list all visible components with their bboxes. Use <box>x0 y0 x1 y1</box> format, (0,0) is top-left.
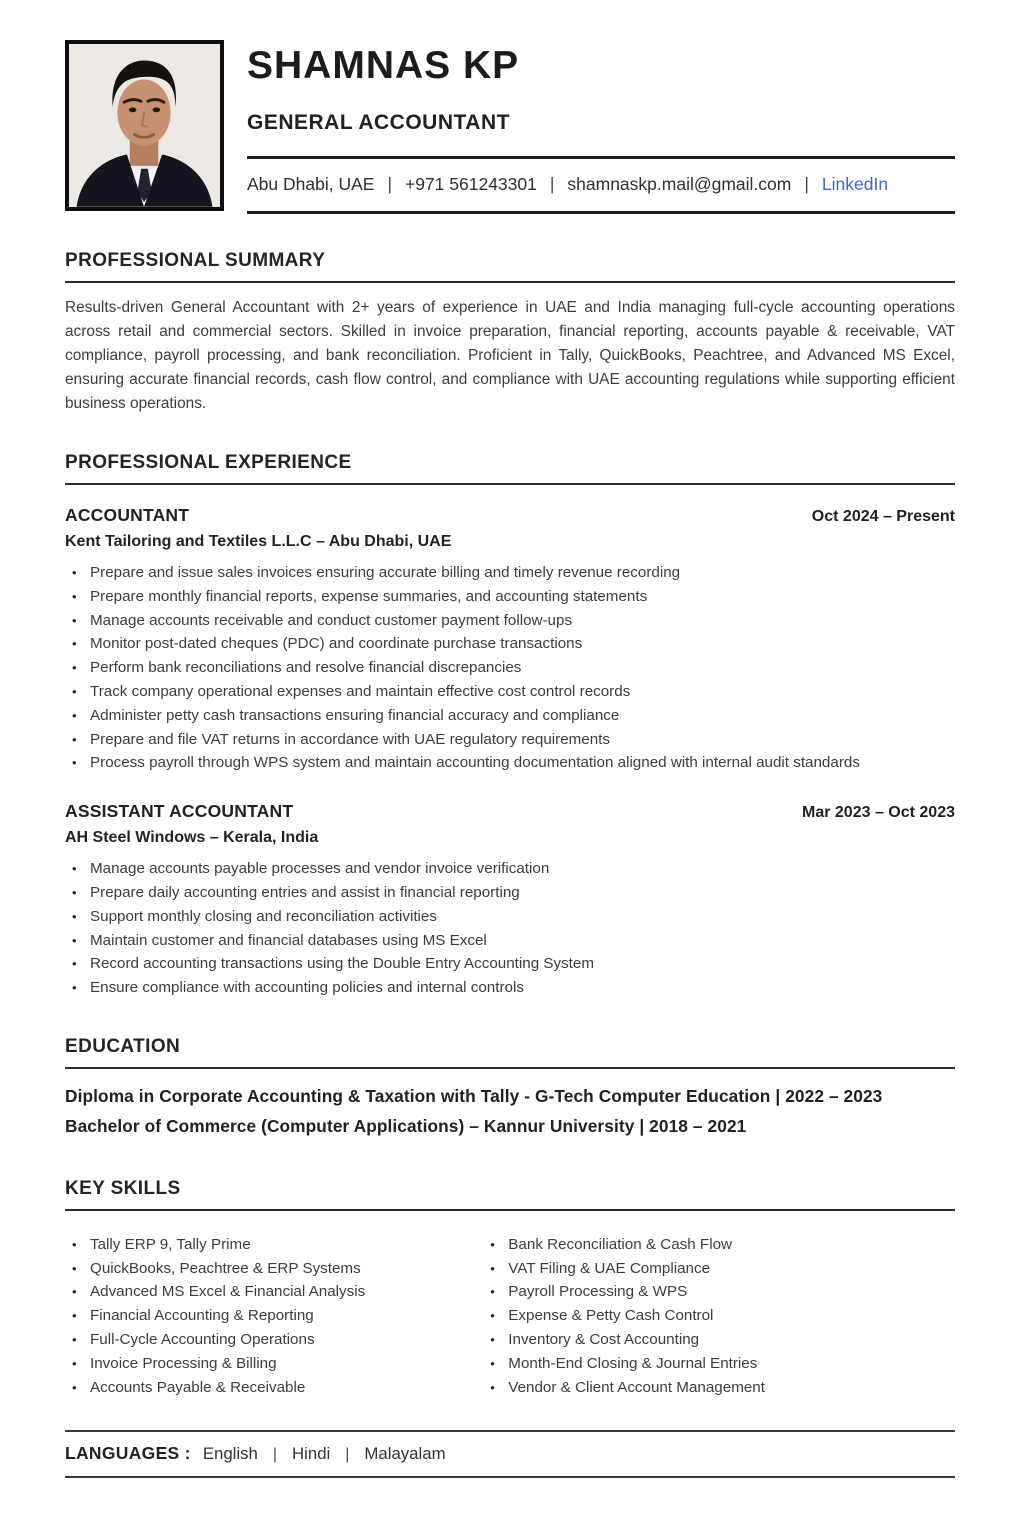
job-bullet-item: • Maintain customer and financial databases using MS Excel <box>65 929 955 953</box>
education-item: Bachelor of Commerce (Computer Applications) – Kannur University | 2018 – 2021 <box>65 1116 747 1137</box>
candidate-name: SHAMNAS KP <box>247 44 520 87</box>
candidate-title: GENERAL ACCOUNTANT <box>247 110 510 134</box>
skill-item: • Accounts Payable & Receivable <box>65 1376 483 1400</box>
skill-item: • Advanced MS Excel & Financial Analysis <box>65 1280 483 1304</box>
header <box>65 40 955 214</box>
job-bullet-item: • Prepare and issue sales invoices ensuring accurate billing and timely revenue recording <box>65 561 955 585</box>
education-list <box>65 1081 955 1142</box>
section-key-skills <box>65 1178 955 1400</box>
header-divider-bottom <box>247 211 955 214</box>
job-head <box>65 505 955 526</box>
section-professional-summary <box>65 250 955 416</box>
section-professional-experience <box>65 452 955 1000</box>
job-bullet-item: • Prepare daily accounting entries and assist in financial reporting <box>65 881 955 905</box>
languages-label: LANGUAGES : <box>65 1443 191 1464</box>
language-item: | Malayalam <box>330 1444 445 1464</box>
header-text-block <box>247 40 955 214</box>
job-bullet-item: • Support monthly closing and reconciliation activities <box>65 905 955 929</box>
skill-item: • Expense & Petty Cash Control <box>483 1304 955 1328</box>
linkedin-link[interactable]: LinkedIn <box>821 173 889 194</box>
skill-item: • Bank Reconciliation & Cash Flow <box>483 1233 955 1257</box>
skill-item: • Invoice Processing & Billing <box>65 1352 483 1376</box>
language-item: English <box>202 1444 258 1464</box>
skills-column-left <box>65 1233 483 1400</box>
job-bullet-item: • Manage accounts receivable and conduct customer payment follow-ups <box>65 609 955 633</box>
skill-item: • Vendor & Client Account Management <box>483 1376 955 1400</box>
skills-column-right <box>483 1233 955 1400</box>
skill-item: • Inventory & Cost Accounting <box>483 1328 955 1352</box>
skill-item: • QuickBooks, Peachtree & ERP Systems <box>65 1257 483 1281</box>
job-dates: Mar 2023 – Oct 2023 <box>802 804 955 822</box>
job-bullet-item: • Prepare and file VAT returns in accordance with UAE regulatory requirements <box>65 728 955 752</box>
skill-item: • Full-Cycle Accounting Operations <box>65 1328 483 1352</box>
job-head <box>65 801 955 822</box>
job-entry-accountant <box>65 505 955 775</box>
education-item: Diploma in Corporate Accounting & Taxation with Tally - G-Tech Computer Education | 2022 – 2023 <box>65 1085 883 1106</box>
job-company: AH Steel Windows – Kerala, India <box>65 829 319 847</box>
job-bullet-item: • Track company operational expenses and maintain effective cost control records <box>65 680 955 704</box>
job-entry-assistant-accountant <box>65 801 955 1000</box>
skill-item: • VAT Filing & UAE Compliance <box>483 1257 955 1281</box>
job-bullet-item: • Manage accounts payable processes and vendor invoice verification <box>65 857 955 881</box>
skill-item: • Payroll Processing & WPS <box>483 1280 955 1304</box>
contact-separator: | <box>387 173 392 194</box>
summary-heading: PROFESSIONAL SUMMARY <box>65 250 955 283</box>
language-item: | Hindi <box>258 1444 330 1464</box>
job-bullet-item: • Perform bank reconciliations and resolve financial discrepancies <box>65 656 955 680</box>
contact-line <box>247 174 955 195</box>
job-bullet-list <box>65 561 955 775</box>
experience-heading: PROFESSIONAL EXPERIENCE <box>65 452 955 485</box>
section-languages <box>65 1430 955 1478</box>
skill-item: • Financial Accounting & Reporting <box>65 1304 483 1328</box>
job-company: Kent Tailoring and Textiles L.L.C – Abu Dhabi, UAE <box>65 532 452 550</box>
job-bullet-list <box>65 857 955 1000</box>
job-title: ACCOUNTANT <box>65 504 190 525</box>
job-title: ASSISTANT ACCOUNTANT <box>65 801 294 822</box>
contact-phone: +971 561243301 <box>404 173 537 194</box>
job-bullet-item: • Record accounting transactions using the Double Entry Accounting System <box>65 952 955 976</box>
profile-photo-illustration <box>69 44 220 207</box>
job-bullet-item: • Administer petty cash transactions ensuring financial accuracy and compliance <box>65 704 955 728</box>
skill-item: • Tally ERP 9, Tally Prime <box>65 1233 483 1257</box>
education-heading: EDUCATION <box>65 1036 955 1069</box>
languages-list <box>203 1444 446 1464</box>
skills-heading: KEY SKILLS <box>65 1178 955 1211</box>
job-dates: Oct 2024 – Present <box>811 507 955 525</box>
contact-email: shamnaskp.mail@gmail.com <box>567 173 792 194</box>
section-education <box>65 1036 955 1142</box>
job-bullet-item: • Ensure compliance with accounting policies and internal controls <box>65 976 955 1000</box>
skills-columns <box>65 1223 955 1400</box>
contact-separator: | <box>804 173 809 194</box>
profile-photo <box>65 40 224 211</box>
contact-separator: | <box>549 173 555 194</box>
contact-location: Abu Dhabi, UAE <box>247 173 375 194</box>
summary-paragraph: Results-driven General Accountant with 2+ years of experience in UAE and India managing full-cycle accounting operations across retail and commercial sectors. Skilled in invoice preparation, financial reporting, accounts payable & receivable, VAT compliance, payroll processing, and bank reconciliation. Proficient in Tally, QuickBooks, Peachtree, and Advanced MS Excel, ensuring accurate financial records, cash flow control, and compliance with UAE accounting regulations while supporting efficient business operations. <box>65 298 955 412</box>
skill-item: • Month-End Closing & Journal Entries <box>483 1352 955 1376</box>
job-bullet-item: • Monitor post-dated cheques (PDC) and coordinate purchase transactions <box>65 632 955 656</box>
job-bullet-item: • Process payroll through WPS system and maintain accounting documentation aligned with internal audit standards <box>65 751 955 775</box>
job-bullet-item: • Prepare monthly financial reports, expense summaries, and accounting statements <box>65 585 955 609</box>
header-divider-top <box>247 156 955 159</box>
